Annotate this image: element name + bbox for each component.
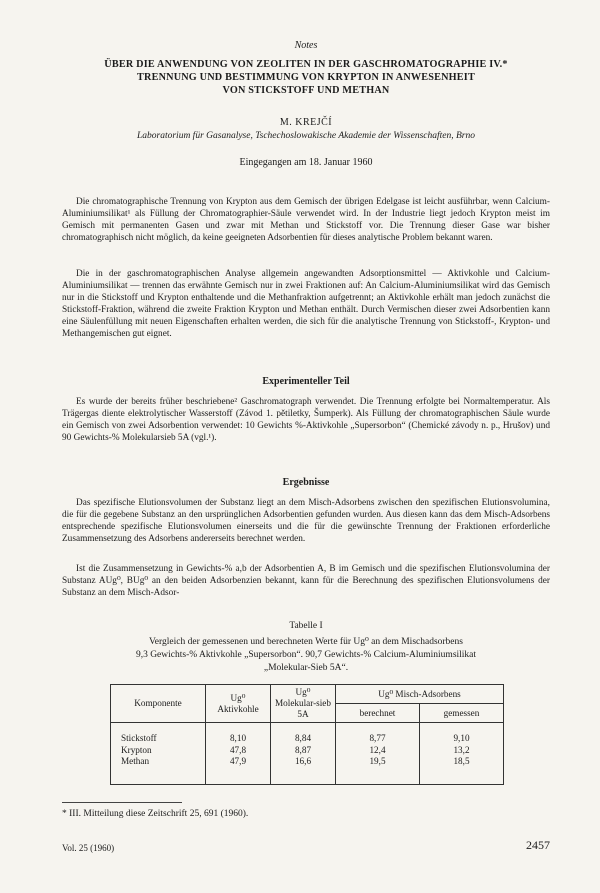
cell-calculated: 19,5 [336, 756, 420, 784]
cell-molecular-sieve: 8,84 [271, 723, 336, 745]
title-line-3: VON STICKSTOFF UND METHAN [222, 85, 390, 96]
table-row [111, 745, 504, 757]
intro-paragraph-2 [62, 268, 550, 341]
experimental-paragraph-text: Es wurde der bereits früher beschriebene² Gaschromatograph verwendet. Die Trennung erfolgte bei Normaltemperatur. Als Trägergas diente elektrolytischer Wasserstoff (Závod 1. pětiletky, Šumperk). Als Füllung der chromatographischen Säule wurde ein Gemisch von zwei Adsorbention verwendet: 10 Gewichts %-Aktivkohle „Supersorbon“ (Chemické závody n. p., Hrušov) und 90 Gewichts-% Molekularsieb 5A (vgl.¹). [62, 397, 550, 444]
header-measured: gemessen [419, 704, 503, 723]
cell-activated-carbon: 47,9 [206, 756, 271, 784]
cell-measured: 9,10 [419, 723, 503, 745]
header-activated-carbon [206, 685, 271, 723]
results-paragraph-1-text: Das spezifische Elutionsvolumen der Substanz liegt an dem Misch-Adsorbens zwischen den spezifischen Elutionsvolumina, die für die gegebene Substanz an den ursprünglichen Adsorbentien gefunden wurden. Aus diesen kann das dem Misch-Adsorbens entsprechende spezifische Elutionsvolumen einerseits und die für die gewünschte Trennung der Fraktionen erforderliche Zusammensetzung des Adsorbens andererseits berechnet werden. [62, 498, 550, 545]
cell-measured: 13,2 [419, 745, 503, 757]
table-caption [62, 636, 550, 675]
cell-component: Krypton [111, 745, 206, 757]
table-caption-line-1: Vergleich der gemessenen und berechneten Werte für Ug⁰ an dem Mischadsorbens [149, 637, 463, 647]
cell-calculated: 8,77 [336, 723, 420, 745]
table-label: Tabelle I [289, 621, 323, 631]
journal-volume: Vol. 25 (1960) [62, 843, 115, 853]
cell-component: Stickstoff [111, 723, 206, 745]
affiliation: Laboratorium für Gasanalyse, Tschechoslowakische Akademie der Wissenschaften, Brno [136, 131, 475, 141]
table-row [111, 756, 504, 784]
author: M. KREJČÍ [279, 117, 333, 128]
section-heading-experimental: Experimenteller Teil [262, 376, 350, 387]
results-table [110, 684, 504, 785]
section-heading-results: Ergebnisse [282, 477, 330, 488]
footnote: * III. Mitteilung diese Zeitschrift 25, 691 (1960). [62, 809, 249, 819]
header-activated-carbon-label: Aktivkohle [217, 703, 259, 714]
results-paragraph-2-text: Ist die Zusammensetzung in Gewichts-% a,b der Adsorbentien A, B im Gemisch und die spezifischen Elutionsvolumina der Substanz AUg⁰, BUg⁰ an den beiden Adsorbenzien bekannt, kann für die Berechnung des spezifischen Elutionsvolumens der Substanz an dem Misch-Adsor- [62, 564, 550, 599]
footnote-divider [62, 802, 182, 803]
cell-component: Methan [111, 756, 206, 784]
page [62, 0, 550, 893]
cell-activated-carbon: 8,10 [206, 723, 271, 745]
header-component: Komponente [111, 685, 206, 723]
article-title [62, 58, 550, 97]
cell-molecular-sieve: 8,87 [271, 745, 336, 757]
header-molecular-sieve-label: Molekular-sieb 5A [275, 698, 331, 719]
intro-paragraph-1-text: Die chromatographische Trennung von Krypton aus dem Gemisch der übrigen Edelgase ist leicht ausführbar, wenn Calcium-Aluminiumsilikat¹ als Füllung der Chromatographier-Säule verwendet wird. In der Industrie liegt jedoch Krypton meist im Gemisch mit permanenten Gasen und zwar mit Methan und Stickstoff vor. Die Trennung dieser Gase war bisher chromatographisch nicht möglich, da keine geeigneten Adsorbentien für dieses analytische Problem bekannt waren. [62, 197, 550, 244]
title-line-2: TRENNUNG UND BESTIMMUNG VON KRYPTON IN ANWESENHEIT [137, 72, 475, 83]
cell-molecular-sieve: 16,6 [271, 756, 336, 784]
cell-measured: 18,5 [419, 756, 503, 784]
running-header: Notes [294, 40, 318, 51]
results-paragraph-2 [62, 563, 550, 599]
header-molecular-sieve-symbol: Ug⁰ [295, 687, 311, 697]
header-molecular-sieve [271, 685, 336, 723]
header-activated-carbon-symbol: Ug⁰ [230, 692, 246, 703]
title-line-1: ÜBER DIE ANWENDUNG VON ZEOLITEN IN DER GASCHROMATOGRAPHIE IV.* [104, 59, 508, 70]
experimental-paragraph [62, 396, 550, 444]
cell-calculated: 12,4 [336, 745, 420, 757]
cell-activated-carbon: 47,8 [206, 745, 271, 757]
results-paragraph-1 [62, 497, 550, 545]
intro-paragraph-1 [62, 196, 550, 244]
header-mixed-adsorbent: Ug⁰ Misch-Adsorbens [336, 685, 504, 704]
table-caption-line-3: „Molekular-Sieb 5A“. [263, 663, 349, 673]
table-caption-line-2: 9,3 Gewichts-% Aktivkohle „Supersorbon“. 90,7 Gewichts-% Calcium-Aluminiumsilikat [135, 650, 477, 660]
page-number: 2457 [526, 838, 550, 852]
table-row [111, 723, 504, 745]
intro-paragraph-2-text: Die in der gaschromatographischen Analyse allgemein angewandten Adsorptionsmittel — Aktivkohle und Calcium-Aluminiumsilikat — trennen das erwähnte Gemisch nur in zwei Fraktionen auf: An Calcium-Aluminiumsilikat wird das Gemisch nur in die Stickstoff und Krypton enthaltende und die Methanfraktion aufgetrennt; an Aktivkohle erhält man jedoch zunächst die Stickstoff-Fraktion, während die zweite Fraktion Krypton und Methan enthält. Durch Vermischen dieser zwei Adsorbentien kann eine Säulenfüllung mit neuen Eigenschaften erhalten werden, die sich für die analytische Trennung von Stickstoff-, Krypton- und Methangemischen gut eignet. [62, 269, 550, 340]
received-date: Eingegangen am 18. Januar 1960 [239, 157, 373, 168]
header-calculated: berechnet [336, 704, 420, 723]
